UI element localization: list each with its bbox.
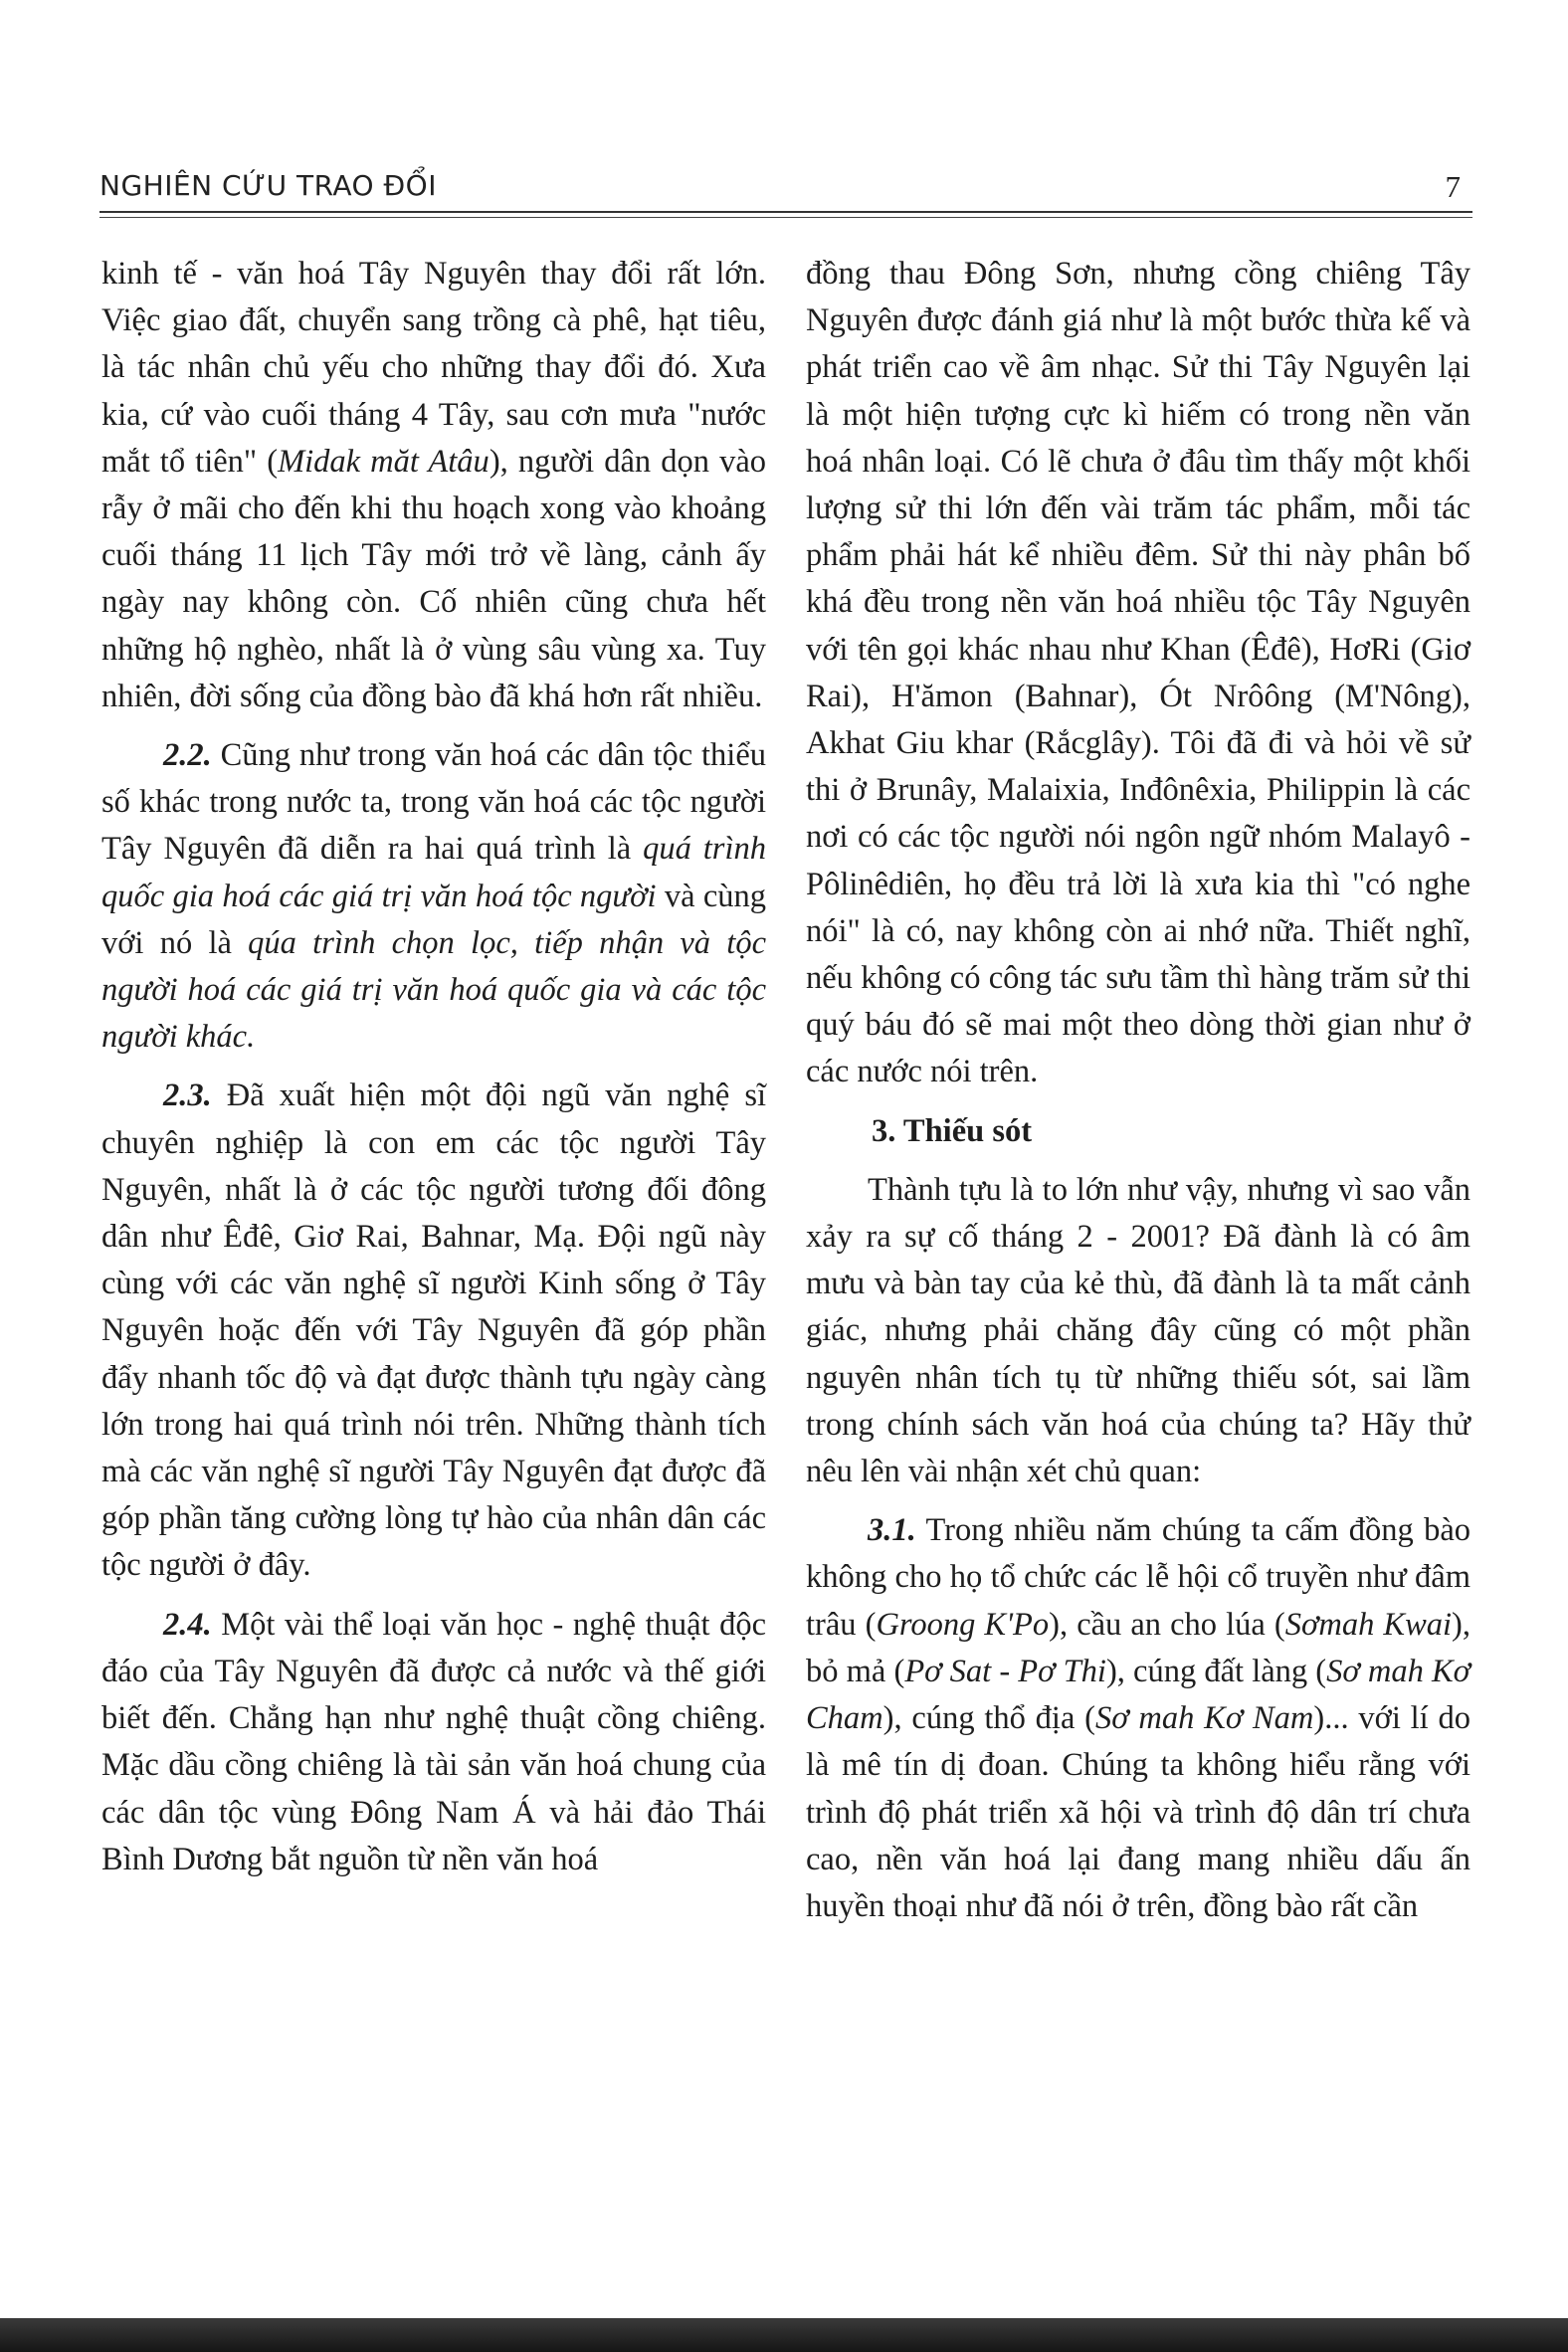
section-number: 2.2.: [163, 737, 212, 774]
right-column: [806, 251, 1470, 1930]
section-number: 2.4.: [163, 1606, 212, 1643]
section-heading: 3. Thiếu sót: [872, 1112, 1033, 1149]
header-rule-thin: [99, 217, 1472, 218]
section-title: NGHIÊN CỨU TRAO ĐỔI: [99, 169, 437, 202]
paragraph-3-1: 3.1. Trong nhiều năm chúng ta cấm đồng bào không cho họ tổ chức các lễ hội cổ truyền như đâm trâu (Groong K'Po), cầu an cho lúa (Sơmah Kwai), bỏ mả (Pơ Sat - Pơ Thi), cúng đất làng (Sơ mah Kơ Cham), cúng thổ địa (Sơ mah Kơ Nam)... với lí do là mê tín dị đoan. Chúng ta không hiểu rằng với trình độ phát triển xã hội và trình độ dân trí chưa cao, nền văn hoá lại đang mang nhiều dấu ấn huyền thoại như đã nói ở trên, đồng bào rất cần: [806, 1512, 1471, 1924]
paragraph-2-2: 2.2. Cũng như trong văn hoá các dân tộc thiểu số khác trong nước ta, trong văn hoá các tộc người Tây Nguyên đã diễn ra hai quá trình là quá trình quốc gia hoá các giá trị văn hoá tộc người và cùng với nó là qúa trình chọn lọc, tiếp nhận và tộc người hoá các giá trị văn hoá quốc gia và các tộc người khác.: [101, 737, 766, 1056]
paragraph: Thành tựu là to lớn như vậy, nhưng vì sao vẫn xảy ra sự cố tháng 2 - 2001? Đã đành là có âm mưu và bàn tay của kẻ thù, đã đành là ta mất cảnh giác, nhưng phải chăng đây cũng có một phần nguyên nhân tích tụ từ những thiếu sót, sai lầm trong chính sách văn hoá của chúng ta? Hãy thử nêu lên vài nhận xét chủ quan:: [806, 1171, 1470, 1490]
page-header: [99, 169, 1469, 209]
paragraph: đồng thau Đông Sơn, nhưng cồng chiêng Tây Nguyên được đánh giá như là một bước thừa kế và phát triển cao về âm nhạc. Sử thi Tây Nguyên lại là một hiện tượng cực kì hiếm có trong nền văn hoá nhân loại. Có lẽ chưa ở đâu tìm thấy một khối lượng sử thi lớn đến vài trăm tác phẩm, mỗi tác phẩm phải hát kể nhiều đêm. Sử thi này phân bố khá đều trong nền văn hoá nhiều tộc Tây Nguyên với tên gọi khác nhau như Khan (Êđê), HơRi (Giơ Rai), H'ămon (Bahnar), Ót Nrôông (M'Nông), Akhat Giu khar (Rắcglây). Tôi đã đi và hỏi về sử thi ở Brunây, Malaixia, Inđônêxia, Philippin là các nơi có các tộc người nói ngôn ngữ nhóm Malayô - Pôlinêdiên, họ đều trả lời là xưa kia thì "có nghe nói" là có, nay không còn ai nhớ nữa. Thiết nghĩ, nếu không có công tác sưu tầm thì hàng trăm sử thi quý báu đó sẽ mai một theo dòng thời gian như ở các nước nói trên.: [806, 256, 1470, 1090]
section-number: 3.1.: [868, 1512, 916, 1549]
paragraph-2-3: 2.3. Đã xuất hiện một đội ngũ văn nghệ sĩ chuyên nghiệp là con em các tộc người Tây Nguyên, nhất là ở các tộc người tương đối đông dân như Êđê, Giơ Rai, Bahnar, Mạ. Đội ngũ này cùng với các văn nghệ sĩ người Kinh sống ở Tây Nguyên hoặc đến với Tây Nguyên đã góp phần đẩy nhanh tốc độ và đạt được thành tựu ngày càng lớn trong hai quá trình nói trên. Những thành tích mà các văn nghệ sĩ người Tây Nguyên đạt được đã góp phần tăng cường lòng tự hào của nhân dân các tộc người ở đây.: [101, 1078, 766, 1584]
header-rule: [99, 211, 1472, 213]
paragraph: kinh tế - văn hoá Tây Nguyên thay đổi rất lớn. Việc giao đất, chuyển sang trồng cà phê, hạt tiêu, là tác nhân chủ yếu cho những thay đổi đó. Xưa kia, cứ vào cuối tháng 4 Tây, sau cơn mưa "nước mắt tổ tiên" (Midak măt Atâu), người dân dọn vào rẫy ở mãi cho đến khi thu hoạch xong vào khoảng cuối tháng 11 lịch Tây mới trở về làng, cảnh ấy ngày nay không còn. Cố nhiên cũng chưa hết những hộ nghèo, nhất là ở vùng sâu vùng xa. Tuy nhiên, đời sống của đồng bào đã khá hơn rất nhiều.: [101, 256, 766, 714]
page-number: 7: [1445, 169, 1461, 204]
scan-edge: [0, 2318, 1568, 2352]
left-column: [101, 251, 766, 1883]
section-number: 2.3.: [163, 1078, 212, 1114]
paragraph-2-4: 2.4. Một vài thể loại văn học - nghệ thuật độc đáo của Tây Nguyên đã được cả nước và thế giới biết đến. Chẳng hạn như nghệ thuật cồng chiêng. Mặc dầu cồng chiêng là tài sản văn hoá chung của các dân tộc vùng Đông Nam Á và hải đảo Thái Bình Dương bắt nguồn từ nền văn hoá: [101, 1606, 766, 1877]
